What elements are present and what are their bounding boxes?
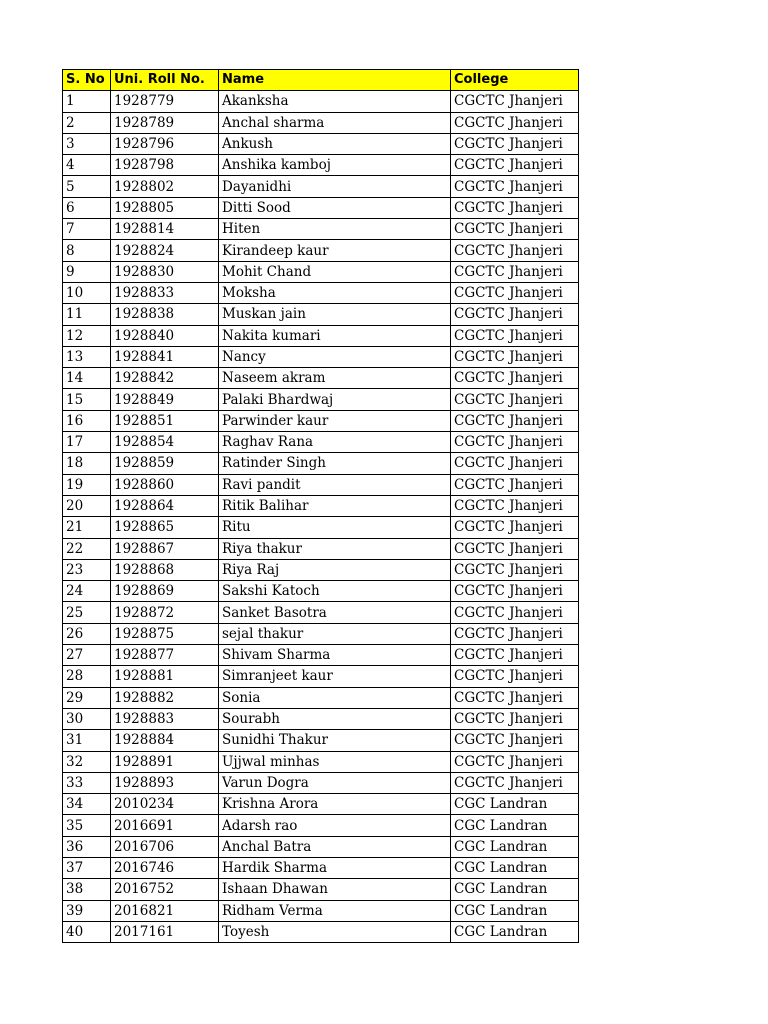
roll-no-cell: 1928830 [111,261,219,282]
table-row [63,197,579,218]
table-row [63,453,579,474]
table-row [63,879,579,900]
serial-no-cell: 7 [63,219,111,240]
roll-no-cell: 1928869 [111,581,219,602]
college-cell: CGCTC Jhanjeri [451,176,579,197]
roll-no-cell: 1928802 [111,176,219,197]
name-cell: Sourabh [219,708,451,729]
name-cell: Ratinder Singh [219,453,451,474]
serial-no-cell: 36 [63,836,111,857]
roll-no-cell: 1928864 [111,495,219,516]
roll-no-cell: 1928859 [111,453,219,474]
table-row [63,112,579,133]
serial-no-cell: 28 [63,666,111,687]
table-row [63,751,579,772]
college-cell: CGCTC Jhanjeri [451,751,579,772]
table-row [63,730,579,751]
serial-no-cell: 11 [63,304,111,325]
roll-no-cell: 1928849 [111,389,219,410]
table-body [63,91,579,943]
serial-no-cell: 21 [63,517,111,538]
serial-no-cell: 10 [63,282,111,303]
roll-no-cell: 1928851 [111,410,219,431]
college-cell: CGCTC Jhanjeri [451,538,579,559]
roll-no-cell: 1928838 [111,304,219,325]
college-cell: CGCTC Jhanjeri [451,623,579,644]
college-cell: CGCTC Jhanjeri [451,410,579,431]
name-cell: Riya thakur [219,538,451,559]
college-cell: CGCTC Jhanjeri [451,474,579,495]
name-cell: Nancy [219,346,451,367]
name-cell: Toyesh [219,921,451,942]
name-cell: Naseem akram [219,368,451,389]
table-row [63,219,579,240]
roll-no-cell: 1928882 [111,687,219,708]
roll-no-cell: 2016706 [111,836,219,857]
college-cell: CGCTC Jhanjeri [451,730,579,751]
name-cell: Anchal sharma [219,112,451,133]
roll-no-cell: 1928779 [111,91,219,112]
table-row [63,857,579,878]
serial-no-cell: 26 [63,623,111,644]
table-row [63,432,579,453]
college-cell: CGCTC Jhanjeri [451,772,579,793]
serial-no-cell: 17 [63,432,111,453]
college-cell: CGC Landran [451,857,579,878]
college-cell: CGCTC Jhanjeri [451,155,579,176]
college-cell: CGC Landran [451,794,579,815]
serial-no-cell: 33 [63,772,111,793]
college-cell: CGCTC Jhanjeri [451,581,579,602]
roll-no-cell: 1928842 [111,368,219,389]
college-cell: CGCTC Jhanjeri [451,666,579,687]
serial-no-cell: 15 [63,389,111,410]
college-cell: CGC Landran [451,921,579,942]
table-row [63,559,579,580]
roll-no-cell: 1928891 [111,751,219,772]
header-serial-no: S. No [63,70,111,91]
header-name: Name [219,70,451,91]
table-row [63,666,579,687]
roll-no-cell: 1928805 [111,197,219,218]
roll-no-cell: 1928883 [111,708,219,729]
college-cell: CGCTC Jhanjeri [451,708,579,729]
roll-no-cell: 1928789 [111,112,219,133]
roll-no-cell: 1928824 [111,240,219,261]
college-cell: CGCTC Jhanjeri [451,304,579,325]
name-cell: Sunidhi Thakur [219,730,451,751]
table-row [63,304,579,325]
roll-no-cell: 1928860 [111,474,219,495]
name-cell: Hiten [219,219,451,240]
name-cell: Raghav Rana [219,432,451,453]
roll-no-cell: 2016821 [111,900,219,921]
name-cell: Adarsh rao [219,815,451,836]
serial-no-cell: 14 [63,368,111,389]
table-row [63,921,579,942]
serial-no-cell: 16 [63,410,111,431]
serial-no-cell: 8 [63,240,111,261]
college-cell: CGCTC Jhanjeri [451,197,579,218]
name-cell: Ishaan Dhawan [219,879,451,900]
roll-no-cell: 2010234 [111,794,219,815]
roll-no-cell: 1928875 [111,623,219,644]
serial-no-cell: 3 [63,133,111,154]
table-row [63,389,579,410]
table-row [63,325,579,346]
name-cell: Varun Dogra [219,772,451,793]
table-row [63,900,579,921]
name-cell: Ditti Sood [219,197,451,218]
table-row [63,133,579,154]
roll-no-cell: 1928796 [111,133,219,154]
header-row [63,70,579,91]
college-cell: CGCTC Jhanjeri [451,602,579,623]
name-cell: Sakshi Katoch [219,581,451,602]
table-row [63,517,579,538]
name-cell: Ravi pandit [219,474,451,495]
serial-no-cell: 6 [63,197,111,218]
roll-no-cell: 1928798 [111,155,219,176]
college-cell: CGCTC Jhanjeri [451,325,579,346]
header-college: College [451,70,579,91]
name-cell: Nakita kumari [219,325,451,346]
serial-no-cell: 4 [63,155,111,176]
serial-no-cell: 20 [63,495,111,516]
table-row [63,91,579,112]
table-row [63,261,579,282]
table-row [63,346,579,367]
college-cell: CGCTC Jhanjeri [451,687,579,708]
table-row [63,623,579,644]
name-cell: Parwinder kaur [219,410,451,431]
serial-no-cell: 22 [63,538,111,559]
roll-no-cell: 1928854 [111,432,219,453]
college-cell: CGCTC Jhanjeri [451,495,579,516]
table-row [63,708,579,729]
college-cell: CGCTC Jhanjeri [451,432,579,453]
table-row [63,836,579,857]
college-cell: CGCTC Jhanjeri [451,346,579,367]
roll-no-cell: 1928841 [111,346,219,367]
serial-no-cell: 38 [63,879,111,900]
college-cell: CGCTC Jhanjeri [451,282,579,303]
header-roll-no: Uni. Roll No. [111,70,219,91]
serial-no-cell: 24 [63,581,111,602]
table-row [63,794,579,815]
serial-no-cell: 23 [63,559,111,580]
serial-no-cell: 27 [63,645,111,666]
name-cell: Akanksha [219,91,451,112]
roll-no-cell: 1928893 [111,772,219,793]
table-row [63,581,579,602]
serial-no-cell: 32 [63,751,111,772]
table-row [63,495,579,516]
name-cell: Anshika kamboj [219,155,451,176]
name-cell: Kirandeep kaur [219,240,451,261]
college-cell: CGCTC Jhanjeri [451,453,579,474]
roll-no-cell: 1928872 [111,602,219,623]
name-cell: Anchal Batra [219,836,451,857]
college-cell: CGC Landran [451,815,579,836]
college-cell: CGC Landran [451,879,579,900]
table-row [63,538,579,559]
name-cell: Ridham Verma [219,900,451,921]
serial-no-cell: 18 [63,453,111,474]
table-row [63,474,579,495]
college-cell: CGCTC Jhanjeri [451,389,579,410]
table-row [63,602,579,623]
table-row [63,176,579,197]
serial-no-cell: 37 [63,857,111,878]
college-cell: CGCTC Jhanjeri [451,559,579,580]
table-row [63,240,579,261]
name-cell: Muskan jain [219,304,451,325]
serial-no-cell: 39 [63,900,111,921]
roll-no-cell: 1928877 [111,645,219,666]
name-cell: Sonia [219,687,451,708]
college-cell: CGCTC Jhanjeri [451,219,579,240]
serial-no-cell: 25 [63,602,111,623]
serial-no-cell: 35 [63,815,111,836]
serial-no-cell: 31 [63,730,111,751]
student-list-table [62,69,579,943]
table-row [63,815,579,836]
serial-no-cell: 9 [63,261,111,282]
name-cell: Ujjwal minhas [219,751,451,772]
roll-no-cell: 1928867 [111,538,219,559]
name-cell: Dayanidhi [219,176,451,197]
college-cell: CGCTC Jhanjeri [451,645,579,666]
table-row [63,772,579,793]
roll-no-cell: 2016691 [111,815,219,836]
table-row [63,645,579,666]
serial-no-cell: 1 [63,91,111,112]
serial-no-cell: 34 [63,794,111,815]
college-cell: CGC Landran [451,900,579,921]
serial-no-cell: 5 [63,176,111,197]
serial-no-cell: 29 [63,687,111,708]
name-cell: Moksha [219,282,451,303]
name-cell: Shivam Sharma [219,645,451,666]
roll-no-cell: 1928881 [111,666,219,687]
name-cell: Mohit Chand [219,261,451,282]
name-cell: Sanket Basotra [219,602,451,623]
name-cell: Krishna Arora [219,794,451,815]
name-cell: Riya Raj [219,559,451,580]
name-cell: Ritik Balihar [219,495,451,516]
serial-no-cell: 13 [63,346,111,367]
name-cell: sejal thakur [219,623,451,644]
table-row [63,155,579,176]
roll-no-cell: 2016746 [111,857,219,878]
college-cell: CGCTC Jhanjeri [451,261,579,282]
college-cell: CGCTC Jhanjeri [451,240,579,261]
table-row [63,282,579,303]
serial-no-cell: 40 [63,921,111,942]
roll-no-cell: 1928865 [111,517,219,538]
college-cell: CGCTC Jhanjeri [451,133,579,154]
roll-no-cell: 1928884 [111,730,219,751]
roll-no-cell: 1928833 [111,282,219,303]
table-row [63,687,579,708]
table-row [63,368,579,389]
name-cell: Simranjeet kaur [219,666,451,687]
name-cell: Hardik Sharma [219,857,451,878]
name-cell: Palaki Bhardwaj [219,389,451,410]
serial-no-cell: 2 [63,112,111,133]
college-cell: CGCTC Jhanjeri [451,368,579,389]
name-cell: Ankush [219,133,451,154]
college-cell: CGCTC Jhanjeri [451,112,579,133]
table-header [63,70,579,91]
college-cell: CGC Landran [451,836,579,857]
serial-no-cell: 30 [63,708,111,729]
roll-no-cell: 2016752 [111,879,219,900]
table-row [63,410,579,431]
college-cell: CGCTC Jhanjeri [451,517,579,538]
roll-no-cell: 1928814 [111,219,219,240]
roll-no-cell: 2017161 [111,921,219,942]
roll-no-cell: 1928868 [111,559,219,580]
serial-no-cell: 19 [63,474,111,495]
college-cell: CGCTC Jhanjeri [451,91,579,112]
name-cell: Ritu [219,517,451,538]
roll-no-cell: 1928840 [111,325,219,346]
serial-no-cell: 12 [63,325,111,346]
